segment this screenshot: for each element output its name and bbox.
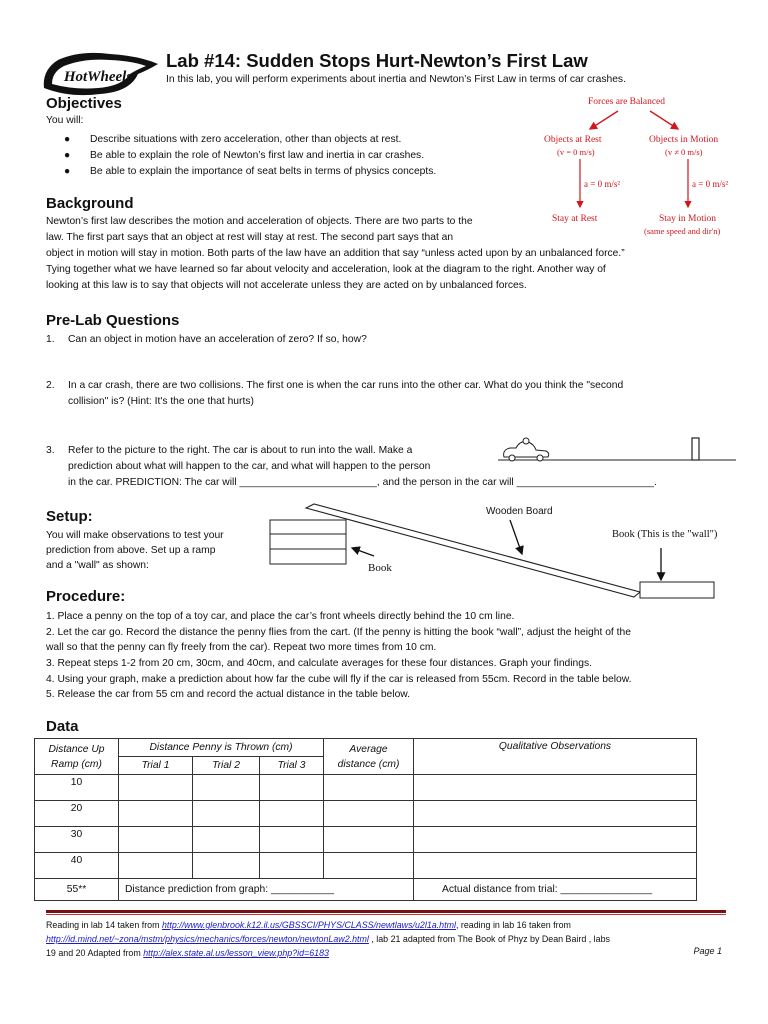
book-stack — [270, 520, 346, 564]
background-line: Tying together what we have learned so far about velocity and acceleration, look at the diagram to the right. Another way of — [46, 264, 606, 275]
book-wall-label: Book (This is the "wall") — [612, 529, 718, 540]
background-line: looking at this law is to say that objects will not accelerate unless they are acted on by unbalanced forces. — [46, 280, 527, 291]
hot-wheels-logo — [40, 48, 162, 100]
col-distance-up-header: Distance Up Ramp (cm) — [35, 739, 119, 775]
accel-right-label: a = 0 m/s² — [692, 179, 729, 189]
background-line: object in motion will stay in motion. Both parts of the law have an addition that say “unless acted upon by an unbalanced force.” — [46, 248, 625, 259]
footer-link-1[interactable]: http://www.glenbrook.k12.il.us/GBSSCI/PHYS/CLASS/newtlaws/u2l1a.html — [161, 920, 456, 930]
objects-in-motion-label: Objects in Motion — [649, 135, 719, 145]
setup-line: and a "wall" as shown: — [46, 560, 149, 571]
setup-line: prediction from above. Set up a ramp — [46, 545, 216, 556]
table-row: 30 — [35, 827, 697, 853]
col-average-header: Average distance (cm) — [324, 739, 414, 775]
bullet-icon: ● — [64, 166, 71, 177]
data-heading: Data — [46, 718, 79, 735]
intro-text: In this lab, you will perform experiments about inertia and Newton’s First Law in terms of car crashes. — [166, 74, 626, 85]
procedure-heading: Procedure: — [46, 588, 126, 605]
v-nonzero-label: (v ≠ 0 m/s) — [665, 147, 703, 157]
svg-text:HotWheels: HotWheels — [63, 69, 133, 85]
stay-at-rest-label: Stay at Rest — [552, 214, 598, 224]
procedure-step: 2. Let the car go. Record the distance the penny flies from the cart. (If the penny is hitting the book “wall”, adjust the height of the — [46, 627, 631, 638]
footer-rule — [46, 910, 726, 913]
col-thrown-header: Distance Penny is Thrown (cm) — [119, 739, 324, 757]
footer-text: Reading in lab 14 taken from http://www.glenbrook.k12.il.us/GBSSCI/PHYS/CLASS/newtlaws/u2l1a.html, reading in lab 16 taken from http://id.mind.net/~zona/mstm/physics/mechanics/forces/newton/newtonLaw2.html , lab 21 adapted from The Book of Phyz by Dean Baird , labs 19 and 20 Adapted from http://alex.state.al.us/lesson_view.php?id=6183 — [46, 920, 610, 958]
table-row: 40 — [35, 853, 697, 879]
procedure-step: wall so that the penny can fly freely from the car). Repeat two more times from 10 cm. — [46, 642, 437, 653]
procedure-step: 4. Using your graph, make a prediction about how far the cube will fly if the car is released from 55cm. Record in the table below. — [46, 674, 632, 685]
footer-link-3[interactable]: http://alex.state.al.us/lesson_view.php?id=6183 — [143, 948, 329, 958]
table-row-55: 55** Distance prediction from graph: ___________ Actual distance from trial: ________________ — [35, 879, 697, 901]
col-qualitative-header: Qualitative Observations — [414, 739, 697, 775]
diagram-top-label: Forces are Balanced — [588, 97, 666, 107]
forces-diagram — [540, 95, 736, 245]
procedure-step: 5. Release the car from 55 cm and record the actual distance in the table below. — [46, 689, 411, 700]
page-title: Lab #14: Sudden Stops Hurt-Newton’s First Law — [166, 50, 588, 71]
col-trial1-header: Trial 1 — [119, 757, 193, 775]
v-zero-label: (v = 0 m/s) — [557, 147, 595, 157]
same-speed-label: (same speed and dir'n) — [644, 226, 721, 236]
col-trial2-header: Trial 2 — [193, 757, 260, 775]
actual-cell[interactable]: Actual distance from trial: ________________ — [414, 879, 697, 901]
table-row: 20 — [35, 801, 697, 827]
wall-shape — [692, 438, 699, 460]
table-row: 10 — [35, 775, 697, 801]
prediction-cell[interactable]: Distance prediction from graph: ___________ — [119, 879, 414, 901]
setup-heading: Setup: — [46, 508, 93, 525]
background-heading: Background — [46, 195, 134, 212]
procedure-step: 1. Place a penny on the top of a toy car, and place the car’s front wheels directly behind the 10 cm line. — [46, 611, 515, 622]
stay-in-motion-label: Stay in Motion — [659, 214, 717, 224]
toy-car-icon — [504, 438, 549, 461]
background-line: Newton’s first law describes the motion and acceleration of objects. There are two parts to the — [46, 216, 473, 227]
procedure-step: 3. Repeat steps 1-2 from 20 cm, 30cm, and 40cm, and calculate averages for these four distances. Graph your findings. — [46, 658, 593, 669]
page-number: Page 1 — [693, 946, 722, 956]
book-wall-shape — [640, 582, 714, 598]
car-wall-illustration — [494, 430, 738, 464]
setup-line: You will make observations to test your — [46, 530, 224, 541]
book-label: Book — [368, 562, 392, 574]
objectives-lead: You will: — [46, 115, 84, 126]
footer-rule-thin — [46, 914, 726, 915]
prelab-heading: Pre-Lab Questions — [46, 312, 180, 329]
wooden-board-label: Wooden Board — [486, 506, 553, 517]
footer-link-2[interactable]: http://id.mind.net/~zona/mstm/physics/mechanics/forces/newton/newtonLaw2.html — [46, 934, 369, 944]
col-trial3-header: Trial 3 — [260, 757, 324, 775]
accel-left-label: a = 0 m/s² — [584, 179, 621, 189]
bullet-icon: ● — [64, 150, 71, 161]
objectives-heading: Objectives — [46, 95, 122, 112]
background-line: law. The first part says that an object at rest will stay at rest. The second part says that an — [46, 232, 454, 243]
data-table — [34, 738, 697, 901]
bullet-icon: ● — [64, 134, 71, 145]
objects-at-rest-label: Objects at Rest — [544, 135, 602, 145]
wooden-board — [306, 504, 640, 597]
